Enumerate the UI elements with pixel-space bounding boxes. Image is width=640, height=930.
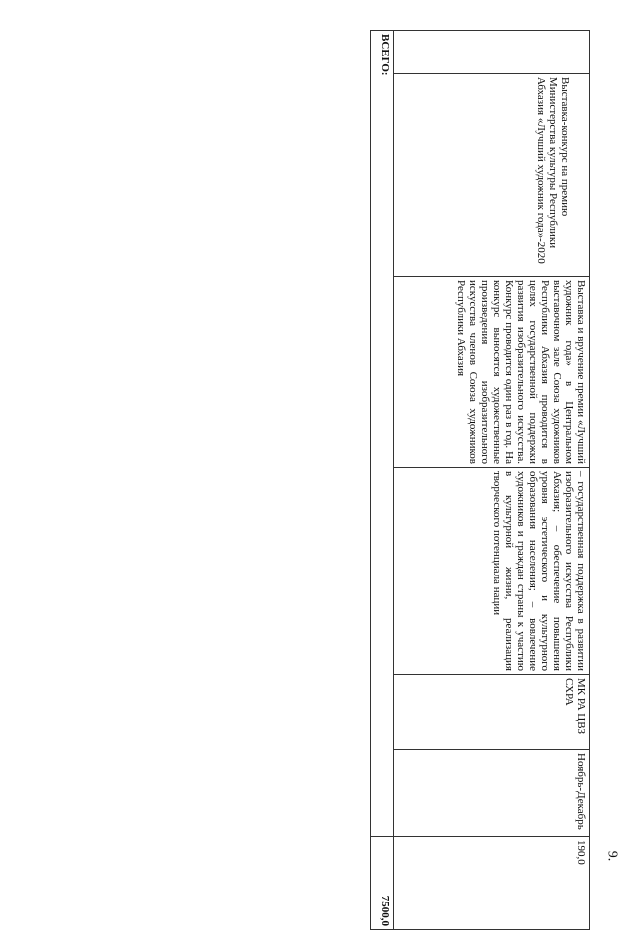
- total-row: [371, 31, 394, 930]
- event-description-cell: [394, 277, 590, 468]
- term: Ноябрь-Декабрь: [575, 753, 587, 830]
- event-description: Выставка и вручение премии «Лучший художник года» в Центральном выставочном зале Союза художников Республики Абхазия проводится в целях государственной поддержки развития изобразительного искусства. Конкурс проводится один раз в год. На конкурс выносятся художественные произведения изобразительного искусства членов Союза художников Республики Абхазия: [455, 280, 587, 464]
- budget-table: [370, 30, 590, 930]
- rotated-table-frame: [370, 30, 590, 926]
- total-amount-cell: [371, 837, 394, 930]
- term-cell: [394, 750, 590, 837]
- number-cell: [394, 31, 590, 74]
- event-goals: – государственная поддержка в развитии изобразительного искусства Республики Абхазия; – обеспечение повышения уровня эстетического и культурного образования населения; – вовлечение художников и граждан страны к участию в культурной жизни, реализация творческого потенциала нации: [491, 471, 587, 671]
- total-label: ВСЕГО:: [379, 34, 391, 76]
- executor-cell: [394, 675, 590, 750]
- event-name-cell: [394, 74, 590, 277]
- amount-cell: [394, 837, 590, 930]
- executor: МК РА ЦВЗ СХРА: [563, 678, 587, 735]
- total-amount: 7500,0: [379, 895, 391, 926]
- page-number: 9.: [604, 850, 620, 862]
- amount: 190,0: [575, 840, 587, 865]
- table-row: [394, 31, 590, 930]
- event-goals-cell: [394, 468, 590, 675]
- total-label-cell: [371, 31, 394, 837]
- event-name: Выставка-конкурс на премию Министерства культуры Республики Абхазия «Лучший художник года»-2020: [535, 77, 571, 264]
